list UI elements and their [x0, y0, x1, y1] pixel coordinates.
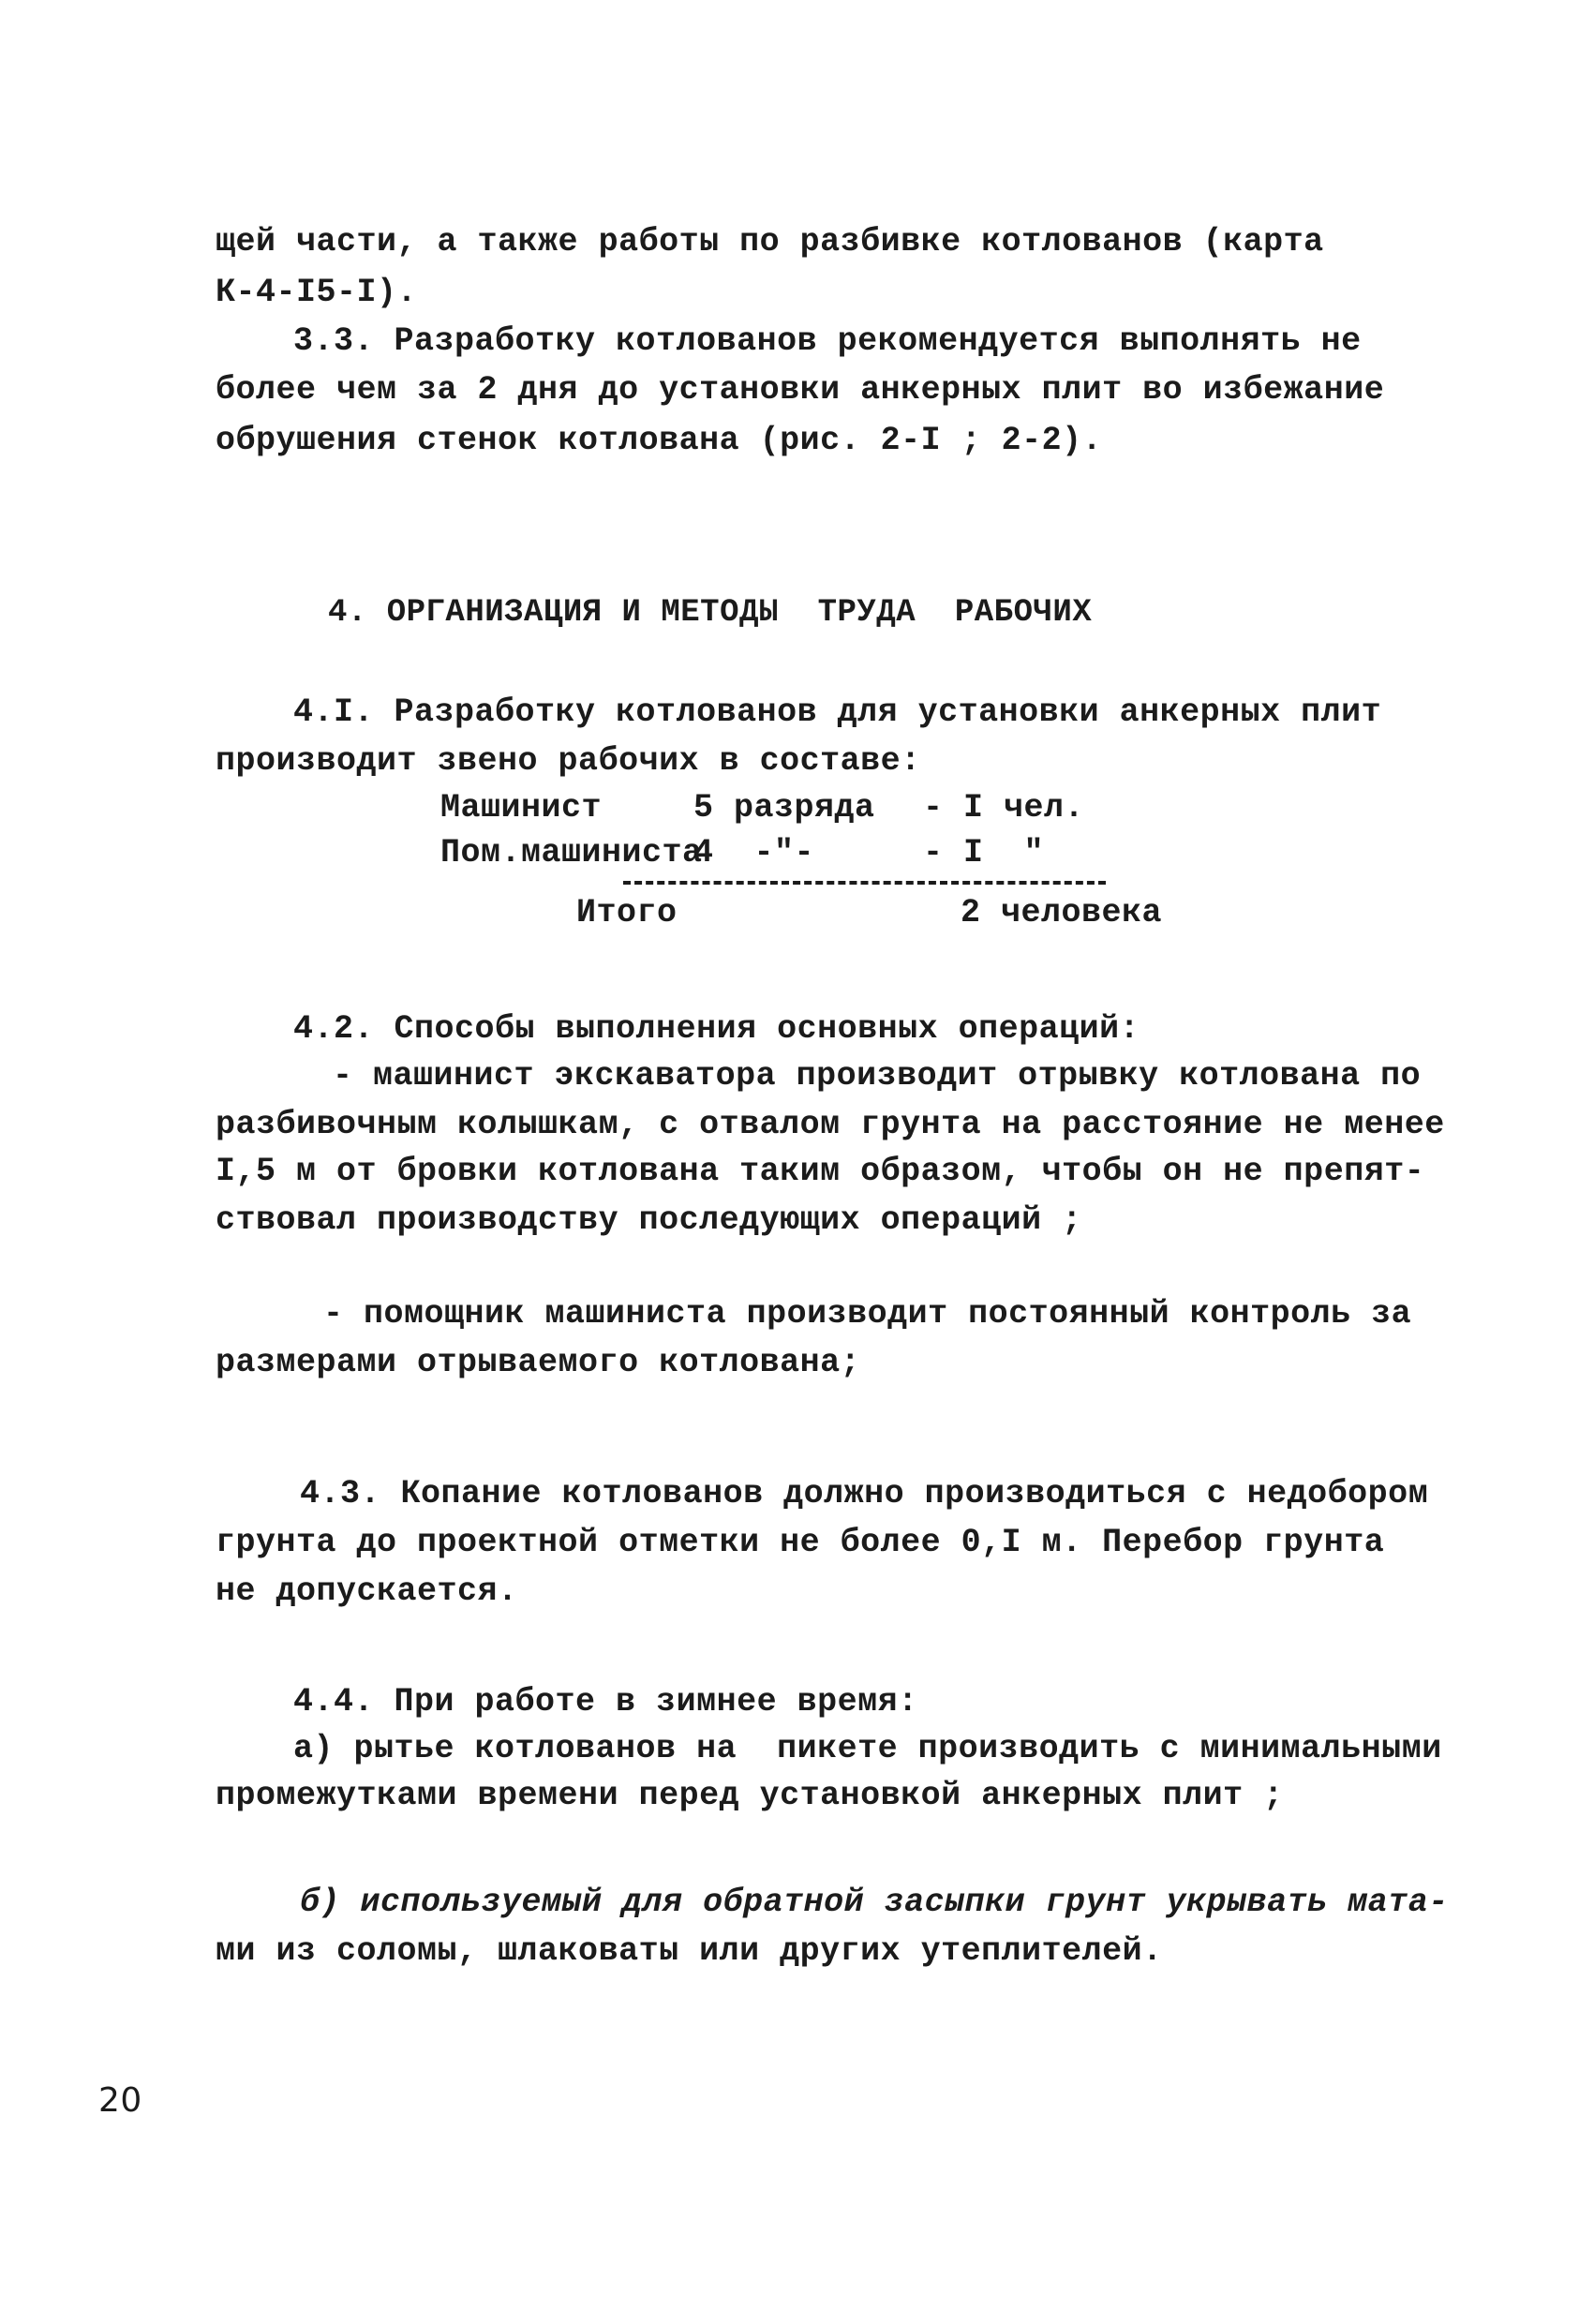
paragraph-4-2-line: - машинист экскаватора производит отрывку котлована по — [333, 1057, 1422, 1095]
paragraph-4-2-line: - помощник машиниста производит постоянный контроль за — [323, 1295, 1412, 1333]
paragraph-3-3-line: более чем за 2 дня до установки анкерных плит во избежание — [216, 371, 1385, 409]
paragraph-4-2-line: I,5 м от бровки котлована таким образом, чтобы он не препят- — [216, 1153, 1425, 1190]
paragraph-4-2-line: ствовал производству последующих операций ; — [216, 1201, 1082, 1239]
paragraph-4-4-line: промежутками времени перед установкой анкерных плит ; — [216, 1777, 1284, 1814]
paragraph-4-3-line: 4.3. Копание котлованов должно производиться с недобором — [300, 1475, 1429, 1512]
paragraph-3-3-line: обрушения стенок котлована (рис. 2-I ; 2-2). — [216, 422, 1103, 459]
paragraph-4-4-line: б) используемый для обратной засыпки грунт укрывать мата- — [300, 1884, 1449, 1921]
paragraph-4-4-line: 4.4. При работе в зимнее время: — [293, 1683, 918, 1721]
text-line: К-4-I5-I). — [216, 274, 418, 311]
crew-role: Пом.машиниста — [440, 834, 703, 872]
paragraph-4-3-line: не допускается. — [216, 1572, 518, 1610]
total-label: Итого — [576, 894, 678, 931]
paragraph-4-2-line: размерами отрываемого котлована; — [216, 1344, 861, 1381]
crew-grade: 4 -"- — [693, 834, 815, 872]
section-heading: 4. ОРГАНИЗАЦИЯ И МЕТОДЫ ТРУДА РАБОЧИХ — [328, 595, 1093, 631]
crew-grade: 5 разряда — [693, 789, 875, 827]
crew-role: Машинист — [440, 789, 603, 827]
page-number: 20 — [98, 2081, 142, 2120]
dashed-separator — [623, 881, 1106, 885]
paragraph-4-2-line: 4.2. Способы выполнения основных операций: — [293, 1010, 1140, 1048]
crew-count: - I " — [923, 834, 1045, 872]
paragraph-4-3-line: грунта до проектной отметки не более 0,I м. Перебор грунта — [216, 1524, 1385, 1561]
paragraph-4-1-line: 4.I. Разработку котлованов для установки анкерных плит — [293, 693, 1382, 731]
crew-count: - I чел. — [923, 789, 1085, 827]
paragraph-4-1-line: производит звено рабочих в составе: — [216, 742, 921, 780]
text-line: щей части, а также работы по разбивке котлованов (карта — [216, 223, 1324, 261]
paragraph-4-2-line: разбивочным колышкам, с отвалом грунта на расстояние не менее — [216, 1106, 1445, 1143]
total-value: 2 человека — [961, 894, 1163, 931]
paragraph-4-4-line: ми из соломы, шлаковаты или других утеплителей. — [216, 1932, 1163, 1970]
paragraph-3-3-line: 3.3. Разработку котлованов рекомендуется выполнять не — [293, 322, 1362, 360]
paragraph-4-4-line: а) рытье котлованов на пикете производить с минимальными — [293, 1730, 1442, 1767]
